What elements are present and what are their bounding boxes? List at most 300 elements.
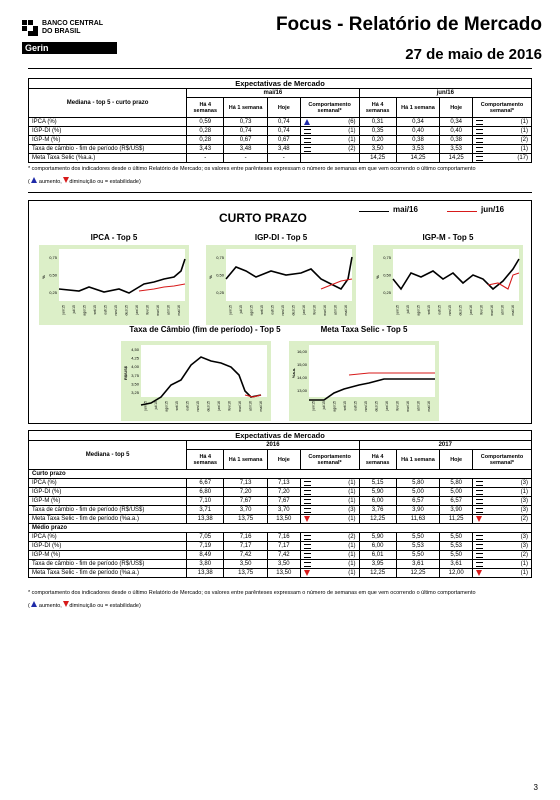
weeks-count: (2): [348, 534, 356, 540]
weekly-trend-cell: [300, 533, 359, 542]
weekly-trend-cell: [473, 118, 532, 127]
x-tick-label: jul/15: [153, 401, 158, 410]
x-tick-label: mai/16: [176, 305, 181, 316]
value-cell: 7,20: [267, 488, 300, 497]
value-cell: 7,10: [187, 497, 224, 506]
value-cell: 3,53: [440, 145, 473, 154]
weekly-trend-cell: [473, 145, 532, 154]
value-cell: 3,76: [359, 506, 396, 515]
value-cell: 0,59: [187, 118, 224, 127]
x-tick-label: out/15: [185, 401, 190, 411]
value-cell: 8,49: [187, 551, 224, 560]
x-tick-label: jan/16: [301, 305, 306, 315]
column-header: Há 4 semanas: [359, 98, 396, 118]
stable-icon: [304, 508, 311, 513]
value-cell: 7,16: [267, 533, 300, 542]
x-tick-label: jul/15: [71, 305, 76, 314]
x-tick-label: jul/15: [405, 305, 410, 314]
value-cell: 3,50: [359, 145, 396, 154]
value-cell: 0,73: [224, 118, 268, 127]
value-cell: 5,50: [440, 551, 473, 560]
stable-icon: [476, 499, 483, 504]
weeks-count: (1): [520, 489, 528, 495]
legend-line-red: [447, 211, 477, 212]
x-tick-label: jun/15: [228, 305, 233, 315]
x-tick-label: jun/15: [143, 401, 148, 411]
y-tick-label: 4,50: [131, 346, 139, 352]
x-tick-label: jun/15: [311, 401, 316, 411]
stable-icon: [476, 156, 483, 161]
bank-name-line2: DO BRASIL: [42, 28, 81, 35]
stable-icon: [476, 147, 483, 152]
x-tick-label: out/15: [437, 305, 442, 315]
value-cell: 5,80: [440, 479, 473, 488]
x-tick-label: mar/16: [155, 305, 160, 316]
column-header: Há 1 semana: [224, 450, 268, 470]
value-cell: 5,50: [396, 533, 440, 542]
row-label-header: Mediana - top 5 - curto prazo: [29, 89, 187, 118]
decrease-icon: [304, 570, 310, 576]
column-header: Há 1 semana: [396, 98, 440, 118]
x-tick-label: ago/15: [249, 305, 254, 316]
stable-icon: [476, 544, 483, 549]
value-cell: 7,17: [267, 542, 300, 551]
stable-icon: [476, 138, 483, 143]
column-header: Hoje: [267, 98, 300, 118]
section-row: [29, 524, 532, 533]
value-cell: 0,38: [440, 136, 473, 145]
y-axis-label: %a.a.: [291, 367, 296, 379]
plot-area: [59, 249, 185, 301]
increase-icon: [304, 119, 310, 125]
weeks-count: (1): [520, 128, 528, 134]
value-cell: 12,25: [359, 515, 396, 524]
weekly-trend-cell: [300, 127, 359, 136]
section-row: [29, 470, 532, 479]
weeks-count: (1): [348, 137, 356, 143]
y-axis-label: %: [375, 275, 380, 279]
column-header: Há 4 semanas: [187, 98, 224, 118]
page-number: 3: [533, 783, 538, 792]
x-tick-label: out/15: [353, 401, 358, 411]
value-cell: 7,05: [187, 533, 224, 542]
stable-icon: [476, 562, 483, 567]
table-caption: Expectativas de Mercado: [29, 79, 532, 89]
x-tick-label: mai/16: [510, 305, 515, 316]
x-tick-label: nov/15: [447, 305, 452, 316]
stable-icon: [304, 562, 311, 567]
table-row: [29, 154, 532, 163]
weekly-trend-cell: [300, 560, 359, 569]
x-tick-label: set/15: [342, 401, 347, 411]
column-header: Comportamento semanal*: [473, 450, 532, 470]
weekly-trend-cell: [473, 127, 532, 136]
x-tick-label: jun/15: [395, 305, 400, 315]
table-caption: Expectativas de Mercado: [29, 431, 532, 441]
chart-plot: [289, 341, 439, 421]
section-label: Médio prazo: [29, 524, 532, 533]
value-cell: 0,40: [440, 127, 473, 136]
y-tick-label: 0,50: [49, 272, 57, 278]
weekly-trend-cell: [300, 154, 359, 163]
weeks-count: (1): [520, 146, 528, 152]
value-cell: 0,74: [224, 127, 268, 136]
value-cell: 6,57: [396, 497, 440, 506]
value-cell: 11,63: [396, 515, 440, 524]
legend-line-black: [359, 211, 389, 212]
column-header: Há 4 semanas: [359, 450, 396, 470]
weeks-count: (1): [520, 570, 528, 576]
y-axis-label: R$/US$: [123, 365, 128, 381]
x-tick-label: fev/16: [479, 305, 484, 315]
y-tick-label: 0,50: [383, 272, 391, 278]
value-cell: 6,00: [359, 542, 396, 551]
table-row: [29, 506, 532, 515]
x-tick-label: ago/15: [82, 305, 87, 316]
weekly-trend-cell: [300, 118, 359, 127]
expectations-table-monthly: [28, 78, 532, 163]
chart-panel: [373, 245, 523, 325]
legend-entry: jun/16: [447, 205, 504, 214]
weeks-count: (17): [517, 155, 528, 161]
value-cell: 0,67: [267, 136, 300, 145]
column-header: Há 1 semana: [396, 450, 440, 470]
value-cell: 6,01: [359, 551, 396, 560]
chart-plot: [39, 245, 189, 325]
stable-icon: [476, 120, 483, 125]
value-cell: 14,25: [396, 154, 440, 163]
weekly-trend-cell: [473, 497, 532, 506]
stable-icon: [304, 481, 311, 486]
x-tick-label: dez/15: [458, 305, 463, 316]
panel-title: IGP-M - Top 5: [422, 233, 474, 242]
value-cell: 3,90: [396, 506, 440, 515]
x-tick-label: ago/15: [416, 305, 421, 316]
column-header: Hoje: [440, 98, 473, 118]
y-tick-label: 3,75: [131, 372, 139, 378]
period-header: mai/16: [187, 89, 359, 98]
footnote: * comportamento dos indicadores desde o último Relatório de Mercado; os valores entre parênteses expressam o número de semanas em que vem ocorrendo o último comportamento: [28, 166, 476, 172]
y-tick-label: 3,25: [131, 390, 139, 396]
chart-plot: [373, 245, 523, 325]
stable-icon: [476, 481, 483, 486]
stable-icon: [304, 553, 311, 558]
value-cell: 0,28: [187, 127, 224, 136]
chart-panel: [289, 341, 439, 421]
panel-title: IPCA - Top 5: [90, 233, 138, 242]
report-date: 27 de maio de 2016: [405, 46, 542, 63]
indicator-label: IGP-M (%): [29, 551, 187, 560]
weeks-count: (1): [348, 516, 356, 522]
value-cell: -: [267, 154, 300, 163]
chart-panel: [206, 245, 356, 325]
x-tick-label: set/15: [426, 305, 431, 315]
x-tick-label: set/15: [259, 305, 264, 315]
plot-area: [141, 345, 267, 397]
chart-panel: [121, 341, 271, 421]
value-cell: 3,53: [396, 145, 440, 154]
weekly-trend-cell: [300, 515, 359, 524]
table-row: [29, 542, 532, 551]
x-tick-label: nov/15: [280, 305, 285, 316]
indicator-label: IGP-DI (%): [29, 127, 187, 136]
indicator-label: Meta Taxa Selic (%a.a.): [29, 154, 187, 163]
stable-icon: [304, 147, 311, 152]
stable-icon: [304, 544, 311, 549]
value-cell: 6,67: [187, 479, 224, 488]
x-tick-label: jul/15: [238, 305, 243, 314]
value-cell: 5,50: [440, 533, 473, 542]
x-tick-label: jun/15: [61, 305, 66, 315]
value-cell: 3,50: [267, 560, 300, 569]
value-cell: 3,48: [267, 145, 300, 154]
indicator-label: IGP-M (%): [29, 136, 187, 145]
chart-panel: [39, 245, 189, 325]
y-tick-label: 4,00: [131, 364, 139, 370]
value-cell: 0,31: [359, 118, 396, 127]
weeks-count: (2): [520, 552, 528, 558]
x-tick-label: ago/15: [332, 401, 337, 412]
x-tick-label: dez/15: [206, 401, 211, 412]
weekly-trend-cell: [473, 479, 532, 488]
stable-icon: [304, 535, 311, 540]
column-header: Comportamento semanal*: [300, 450, 359, 470]
value-cell: 6,57: [440, 497, 473, 506]
weekly-trend-cell: [300, 145, 359, 154]
value-cell: 14,25: [440, 154, 473, 163]
x-tick-label: dez/15: [374, 401, 379, 412]
table-row: [29, 515, 532, 524]
x-tick-label: fev/16: [227, 401, 232, 411]
value-cell: 7,20: [224, 488, 268, 497]
period-header: jun/16: [359, 89, 531, 98]
y-tick-label: 4,25: [131, 355, 139, 361]
y-tick-label: 0,25: [216, 289, 224, 295]
value-cell: 3,90: [440, 506, 473, 515]
indicator-label: Taxa de câmbio - fim de período (R$/US$): [29, 145, 187, 154]
value-cell: 3,71: [187, 506, 224, 515]
weeks-count: (3): [520, 543, 528, 549]
value-cell: 7,42: [224, 551, 268, 560]
table-row: [29, 551, 532, 560]
y-tick-label: 3,50: [131, 381, 139, 387]
value-cell: 7,17: [224, 542, 268, 551]
table-row: [29, 560, 532, 569]
weeks-count: (3): [520, 507, 528, 513]
year-header: 2016: [187, 441, 359, 450]
panel-title: IGP-DI - Top 5: [254, 233, 308, 242]
value-cell: 13,50: [267, 515, 300, 524]
y-tick-label: 0,25: [49, 289, 57, 295]
bank-name-line1: BANCO CENTRAL: [42, 20, 104, 27]
legend-note: ( aumento, diminuição ou = estabilidade): [28, 603, 141, 609]
value-cell: 0,34: [396, 118, 440, 127]
weeks-count: (2): [520, 516, 528, 522]
table-row: [29, 533, 532, 542]
table-row: [29, 479, 532, 488]
x-tick-label: mar/16: [322, 305, 327, 316]
value-cell: 3,61: [440, 560, 473, 569]
value-cell: 12,25: [396, 569, 440, 578]
weeks-count: (1): [348, 570, 356, 576]
x-tick-label: fev/16: [395, 401, 400, 411]
value-cell: 0,34: [440, 118, 473, 127]
stable-icon: [476, 535, 483, 540]
legend-note: ( aumento, diminuição ou = estabilidade): [28, 179, 141, 185]
x-tick-label: fev/16: [145, 305, 150, 315]
weekly-trend-cell: [473, 533, 532, 542]
decrease-icon: [304, 516, 310, 522]
value-cell: 3,70: [224, 506, 268, 515]
indicator-label: Taxa de câmbio - fim de período (R$/US$): [29, 506, 187, 515]
value-cell: 0,67: [224, 136, 268, 145]
x-tick-label: jan/16: [216, 401, 221, 411]
value-cell: 13,75: [224, 515, 268, 524]
x-tick-label: dez/15: [291, 305, 296, 316]
value-cell: 3,95: [359, 560, 396, 569]
y-axis-label: %: [41, 275, 46, 279]
weekly-trend-cell: [300, 569, 359, 578]
x-tick-label: set/15: [92, 305, 97, 315]
report-header: [22, 14, 542, 84]
header-divider: [28, 68, 532, 69]
x-tick-label: nov/15: [363, 401, 368, 412]
report-title: Focus - Relatório de Mercado: [275, 14, 542, 35]
weekly-trend-cell: [300, 497, 359, 506]
value-cell: 7,19: [187, 542, 224, 551]
column-header: Comportamento semanal*: [300, 98, 359, 118]
x-tick-label: mar/16: [405, 401, 410, 412]
weeks-count: (3): [348, 507, 356, 513]
weeks-count: (1): [348, 480, 356, 486]
value-cell: 7,16: [224, 533, 268, 542]
weeks-count: (3): [520, 534, 528, 540]
x-tick-label: mai/16: [343, 305, 348, 316]
weeks-count: (1): [348, 498, 356, 504]
y-tick-label: 16,00: [296, 349, 307, 354]
weekly-trend-cell: [300, 136, 359, 145]
weekly-trend-cell: [473, 506, 532, 515]
weeks-count: (1): [348, 552, 356, 558]
stable-icon: [304, 490, 311, 495]
value-cell: 5,90: [359, 488, 396, 497]
short-term-charts: [28, 200, 532, 424]
column-header: Há 1 semana: [224, 98, 268, 118]
weeks-count: (3): [520, 480, 528, 486]
value-cell: 0,38: [396, 136, 440, 145]
value-cell: 5,15: [359, 479, 396, 488]
chart-plot: [121, 341, 271, 421]
value-cell: -: [187, 154, 224, 163]
footnote: * comportamento dos indicadores desde o último Relatório de Mercado; os valores entre parênteses expressam o número de semanas em que vem ocorrendo o último comportamento: [28, 590, 476, 596]
indicator-label: IPCA (%): [29, 533, 187, 542]
x-tick-label: ago/15: [164, 401, 169, 412]
weekly-trend-cell: [473, 515, 532, 524]
stable-icon: [476, 490, 483, 495]
value-cell: 3,50: [224, 560, 268, 569]
value-cell: 5,80: [396, 479, 440, 488]
x-tick-label: jan/16: [468, 305, 473, 315]
x-tick-label: out/15: [270, 305, 275, 315]
value-cell: 5,53: [440, 542, 473, 551]
plot-area: [309, 345, 435, 397]
value-cell: 13,38: [187, 569, 224, 578]
value-cell: -: [224, 154, 268, 163]
value-cell: 0,74: [267, 118, 300, 127]
weekly-trend-cell: [300, 488, 359, 497]
x-tick-label: dez/15: [124, 305, 129, 316]
weekly-trend-cell: [300, 551, 359, 560]
y-tick-label: 0,50: [216, 272, 224, 278]
y-tick-label: 0,75: [49, 255, 57, 261]
x-tick-label: jan/16: [134, 305, 139, 315]
indicator-label: IPCA (%): [29, 118, 187, 127]
year-header: 2017: [359, 441, 531, 450]
weekly-trend-cell: [473, 560, 532, 569]
section-divider: [28, 192, 532, 193]
stable-icon: [476, 508, 483, 513]
value-cell: 13,50: [267, 569, 300, 578]
weeks-count: (1): [348, 543, 356, 549]
value-cell: 11,25: [440, 515, 473, 524]
value-cell: 0,28: [187, 136, 224, 145]
value-cell: 3,43: [187, 145, 224, 154]
value-cell: 0,40: [396, 127, 440, 136]
decrease-icon: [476, 516, 482, 522]
weekly-trend-cell: [300, 506, 359, 515]
x-tick-label: fev/16: [312, 305, 317, 315]
value-cell: 7,13: [267, 479, 300, 488]
table-row: [29, 118, 532, 127]
weeks-count: (2): [348, 146, 356, 152]
weekly-trend-cell: [473, 136, 532, 145]
indicator-label: Meta Taxa Selic - fim de período (%a.a.): [29, 569, 187, 578]
expectations-table-yearly: [28, 430, 532, 578]
value-cell: 14,25: [359, 154, 396, 163]
x-tick-label: abr/16: [248, 401, 253, 411]
value-cell: 6,00: [359, 497, 396, 506]
x-tick-label: mai/16: [426, 401, 431, 412]
y-axis-label: %: [208, 275, 213, 279]
weeks-count: (2): [520, 137, 528, 143]
y-tick-label: 0,25: [383, 289, 391, 295]
indicator-label: IGP-M (%): [29, 497, 187, 506]
value-cell: 5,00: [440, 488, 473, 497]
table-row: [29, 488, 532, 497]
stable-icon: [304, 499, 311, 504]
indicator-label: IPCA (%): [29, 479, 187, 488]
x-tick-label: nov/15: [113, 305, 118, 316]
table-row: [29, 145, 532, 154]
value-cell: 13,75: [224, 569, 268, 578]
value-cell: 5,90: [359, 533, 396, 542]
y-tick-label: 15,00: [296, 362, 307, 367]
value-cell: 3,70: [267, 506, 300, 515]
value-cell: 7,13: [224, 479, 268, 488]
weekly-trend-cell: [300, 542, 359, 551]
value-cell: 7,67: [267, 497, 300, 506]
x-tick-label: mar/16: [489, 305, 494, 316]
x-tick-label: nov/15: [195, 401, 200, 412]
x-tick-label: mai/16: [258, 401, 263, 412]
weeks-count: (3): [520, 498, 528, 504]
table-row: [29, 127, 532, 136]
indicator-label: Meta Taxa Selic - fim de período (%a.a.): [29, 515, 187, 524]
increase-icon: [31, 177, 37, 183]
bcb-logo-icon: [22, 20, 38, 36]
x-tick-label: out/15: [103, 305, 108, 315]
panel-title: Taxa de Câmbio (fim de período) - Top 5: [129, 325, 281, 334]
